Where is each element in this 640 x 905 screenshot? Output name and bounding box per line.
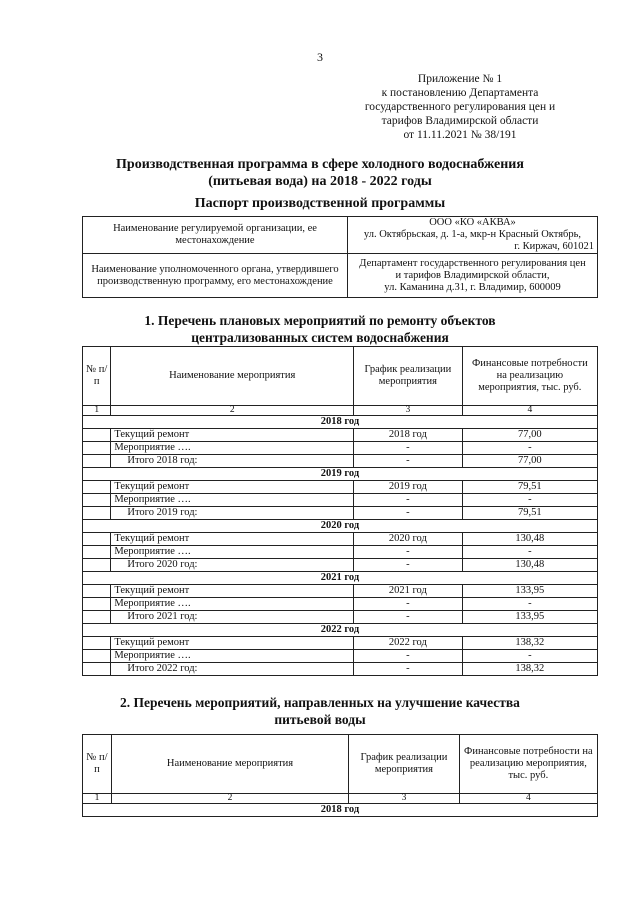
year-row (83, 468, 598, 481)
passport-row (83, 217, 598, 254)
row-schedule: - (354, 507, 463, 520)
year-label: 2022 год (83, 624, 598, 637)
row-num (83, 429, 111, 442)
passport-value-line: ООО «КО «АКВА» (429, 217, 516, 228)
appendix-line: к постановлению Департамента (381, 87, 539, 99)
row-name: Итого 2020 год: (111, 559, 354, 572)
row-num (83, 442, 111, 455)
table-row (83, 663, 598, 676)
row-schedule: 2020 год (354, 533, 463, 546)
row-finance: - (462, 494, 597, 507)
appendix-line: от 11.11.2021 № 38/191 (403, 129, 517, 141)
passport-label: Наименование регулируемой организации, ее местонахождение (83, 217, 348, 254)
passport-value-line: и тарифов Владимирской области, (395, 269, 550, 281)
row-num (83, 559, 111, 572)
passport-label: Наименование уполномоченного органа, утвердившего производственную программу, его местонахождение (83, 254, 348, 298)
table-row (83, 442, 598, 455)
row-finance: 79,51 (462, 481, 597, 494)
row-schedule: - (354, 663, 463, 676)
table-row (83, 546, 598, 559)
row-num (83, 663, 111, 676)
appendix-block (340, 72, 580, 142)
row-name: Итого 2019 год: (111, 507, 354, 520)
row-name: Мероприятие …. (111, 598, 354, 611)
section-title-line: питьевой воды (274, 712, 366, 727)
row-finance: 77,00 (462, 455, 597, 468)
year-label: 2018 год (83, 804, 598, 817)
header-finance: Финансовые потребности на реализацию мероприятия, тыс. руб. (462, 347, 597, 406)
passport-value-line: ул. Каманина д.31, г. Владимир, 600009 (384, 281, 561, 293)
row-finance: 130,48 (462, 559, 597, 572)
passport-row (83, 254, 598, 298)
column-index: 2 (111, 406, 354, 416)
section1-title (40, 312, 600, 346)
row-num (83, 598, 111, 611)
table-header-row (83, 735, 598, 794)
year-label: 2019 год (83, 468, 598, 481)
year-row (83, 572, 598, 585)
passport-table (82, 216, 598, 298)
passport-value (348, 217, 598, 254)
row-name: Мероприятие …. (111, 442, 354, 455)
column-index-row (83, 794, 598, 804)
row-name: Текущий ремонт (111, 533, 354, 546)
year-row (83, 804, 598, 817)
passport-value-line: г. Киржач, 601021 (514, 241, 594, 252)
row-name: Мероприятие …. (111, 494, 354, 507)
column-index: 4 (462, 406, 597, 416)
row-schedule: 2022 год (354, 637, 463, 650)
title-line: (питьевая вода) на 2018 - 2022 годы (208, 174, 432, 189)
section-title-line: 2. Перечень мероприятий, направленных на улучшение качества (120, 695, 520, 710)
year-label: 2018 год (83, 416, 598, 429)
row-num (83, 481, 111, 494)
row-finance: 138,32 (462, 663, 597, 676)
column-index: 1 (83, 794, 112, 804)
row-finance: - (462, 442, 597, 455)
repair-plan-body (83, 416, 598, 676)
passport-title: Паспорт производственной программы (194, 196, 446, 211)
water-quality-table (82, 734, 598, 817)
row-num (83, 650, 111, 663)
year-label: 2020 год (83, 520, 598, 533)
column-index: 4 (459, 794, 597, 804)
header-name: Наименование мероприятия (111, 347, 354, 406)
row-name: Текущий ремонт (111, 585, 354, 598)
title-line: Производственная программа в сфере холодного водоснабжения (116, 157, 524, 172)
row-finance: 77,00 (462, 429, 597, 442)
section-title-line: централизованных систем водоснабжения (191, 330, 449, 345)
passport-value-line: Департамент государственного регулирования цен (359, 257, 586, 269)
row-schedule: - (354, 455, 463, 468)
row-schedule: - (354, 650, 463, 663)
row-schedule: - (354, 598, 463, 611)
row-finance: - (462, 650, 597, 663)
table-row (83, 494, 598, 507)
row-name: Мероприятие …. (111, 546, 354, 559)
row-num (83, 494, 111, 507)
row-num (83, 611, 111, 624)
row-schedule: - (354, 611, 463, 624)
row-num (83, 533, 111, 546)
row-finance: 79,51 (462, 507, 597, 520)
row-num (83, 637, 111, 650)
row-schedule: 2018 год (354, 429, 463, 442)
table-row (83, 429, 598, 442)
appendix-line: тарифов Владимирской области (381, 115, 539, 127)
year-label: 2021 год (83, 572, 598, 585)
repair-plan-table (82, 346, 598, 676)
header-schedule: График реализации мероприятия (354, 347, 463, 406)
table-row (83, 455, 598, 468)
header-num: № п/п (83, 347, 111, 406)
page-number: 3 (317, 50, 323, 64)
header-finance: Финансовые потребности на реализацию мероприятия, тыс. руб. (459, 735, 597, 794)
row-schedule: 2021 год (354, 585, 463, 598)
table-row (83, 507, 598, 520)
year-row (83, 520, 598, 533)
row-finance: 138,32 (462, 637, 597, 650)
row-finance: - (462, 598, 597, 611)
section-title-line: 1. Перечень плановых мероприятий по ремонту объектов (144, 313, 496, 328)
passport-value (348, 254, 598, 298)
header-schedule: График реализации мероприятия (349, 735, 460, 794)
table-row (83, 481, 598, 494)
row-name: Мероприятие …. (111, 650, 354, 663)
row-name: Текущий ремонт (111, 637, 354, 650)
year-row (83, 416, 598, 429)
section2-title (40, 694, 600, 728)
table-row (83, 650, 598, 663)
table-row (83, 559, 598, 572)
row-num (83, 507, 111, 520)
table-row (83, 585, 598, 598)
row-schedule: - (354, 494, 463, 507)
row-finance: 133,95 (462, 611, 597, 624)
column-index: 2 (111, 794, 348, 804)
row-num (83, 585, 111, 598)
row-finance: - (462, 546, 597, 559)
row-finance: 130,48 (462, 533, 597, 546)
table-row (83, 637, 598, 650)
column-index: 3 (354, 406, 463, 416)
row-schedule: - (354, 559, 463, 572)
appendix-line: государственного регулирования цен и (364, 101, 556, 113)
row-name: Итого 2022 год: (111, 663, 354, 676)
row-name: Текущий ремонт (111, 429, 354, 442)
column-index: 3 (349, 794, 460, 804)
header-name: Наименование мероприятия (111, 735, 348, 794)
row-schedule: 2019 год (354, 481, 463, 494)
table-header-row (83, 347, 598, 406)
row-name: Итого 2021 год: (111, 611, 354, 624)
header-num: № п/п (83, 735, 112, 794)
appendix-line: Приложение № 1 (417, 73, 503, 85)
table-row (83, 611, 598, 624)
table-row (83, 598, 598, 611)
row-finance: 133,95 (462, 585, 597, 598)
row-schedule: - (354, 546, 463, 559)
column-index: 1 (83, 406, 111, 416)
column-index-row (83, 406, 598, 416)
year-row (83, 624, 598, 637)
row-name: Текущий ремонт (111, 481, 354, 494)
row-num (83, 546, 111, 559)
passport-value-line: ул. Октябрьская, д. 1-а, мкр-н Красный Октябрь, (363, 229, 582, 240)
table-row (83, 533, 598, 546)
row-name: Итого 2018 год: (111, 455, 354, 468)
row-schedule: - (354, 442, 463, 455)
document-title (40, 156, 600, 190)
row-num (83, 455, 111, 468)
